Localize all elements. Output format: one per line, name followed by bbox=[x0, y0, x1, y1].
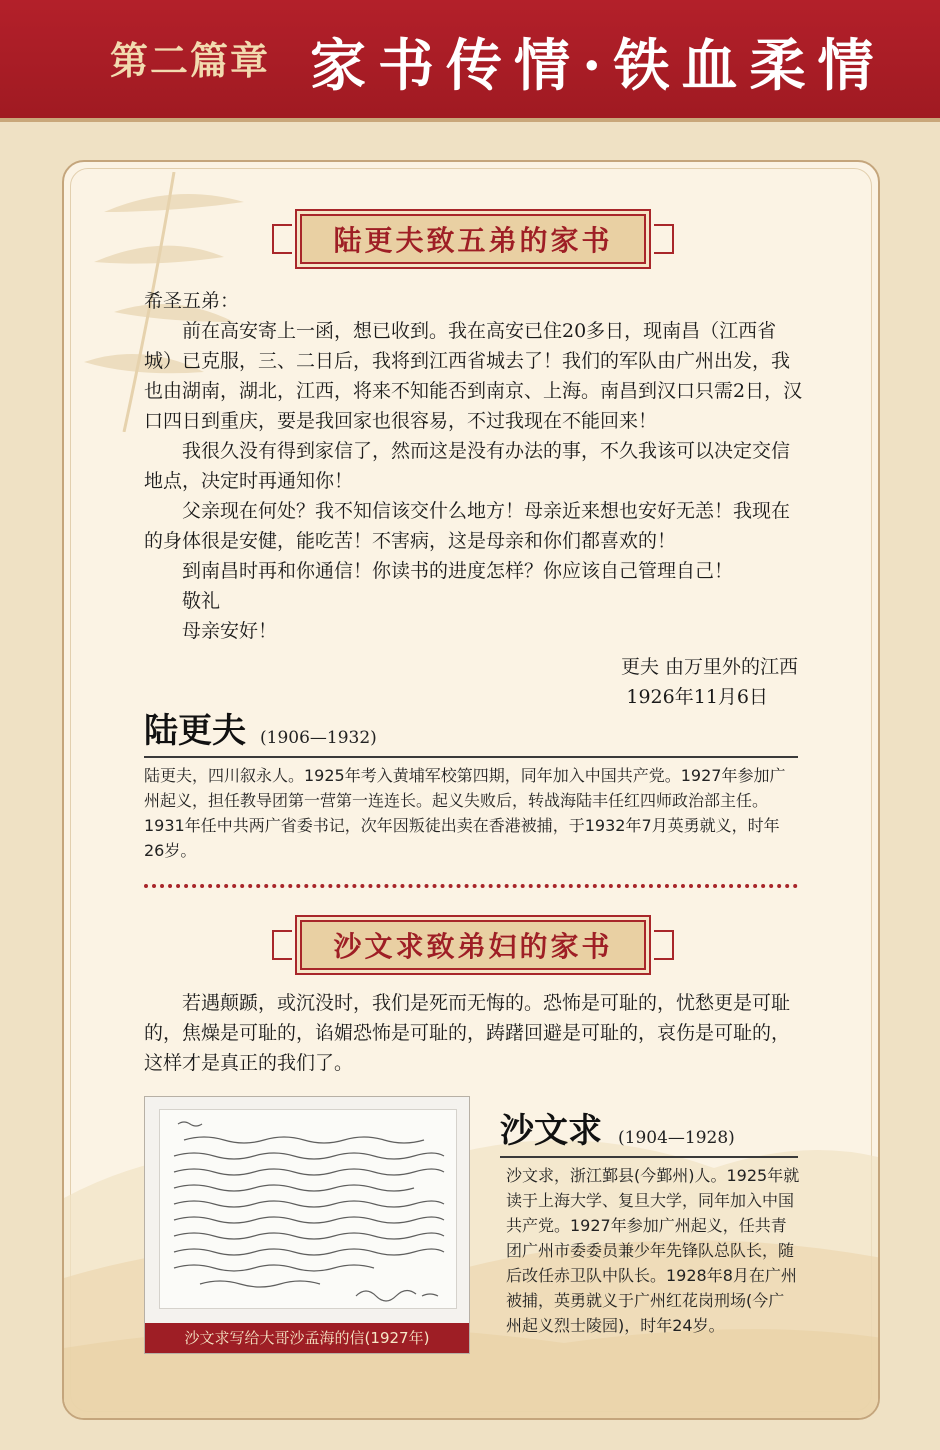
title-bracket-right bbox=[654, 224, 674, 254]
chapter-title: 家书传情·铁血柔情 bbox=[310, 33, 886, 99]
letter-closing: 母亲安好！ bbox=[182, 620, 278, 642]
person-name: 沙文求 bbox=[500, 1111, 602, 1151]
person-years: (1904—1928) bbox=[618, 1128, 735, 1148]
handwritten-letter-image bbox=[159, 1109, 457, 1309]
letter-sha bbox=[144, 988, 804, 1078]
section-title-text: 沙文求致弟妇的家书 bbox=[333, 930, 613, 963]
title-bracket-left bbox=[272, 930, 292, 960]
photo-caption: 沙文求写给大哥沙孟海的信(1927年) bbox=[145, 1323, 469, 1353]
letter-date: 1926年11月6日 bbox=[626, 686, 768, 708]
chapter-header bbox=[0, 0, 940, 118]
header-divider bbox=[0, 118, 940, 122]
person-header-lu bbox=[144, 712, 798, 758]
letter-lu bbox=[144, 286, 804, 712]
person-years: (1906—1932) bbox=[260, 728, 377, 748]
person-header-sha bbox=[500, 1112, 798, 1158]
letter-photo bbox=[144, 1096, 470, 1354]
title-bracket-right bbox=[654, 930, 674, 960]
letter-closing: 敬礼 bbox=[182, 590, 221, 612]
person-bio-lu: 陆更夫，四川叙永人。1925年考入黄埔军校第四期，同年加入中国共产党。1927年参加广州起义，担任教导团第一营第一连连长。起义失败后，转战海陆丰任红四师政治部主任。1931年任中共两广省委书记，次年因叛徒出卖在香港被捕，于1932年7月英勇就义，时年26岁。 bbox=[144, 766, 786, 860]
letter-paragraph: 父亲现在何处？我不知信该交什么地方！母亲近来想也安好无恙！我现在的身体很是安健，能吃苦！不害病，这是母亲和你们都喜欢的！ bbox=[144, 500, 791, 552]
letter-paragraph: 我很久没有得到家信了，然而这是没有办法的事，不久我该可以决定交信地点，决定时再通知你！ bbox=[144, 440, 791, 492]
section-title-sha bbox=[300, 920, 646, 970]
section-title-text: 陆更夫致五弟的家书 bbox=[333, 224, 613, 257]
letter-paragraph: 若遇颠踬，或沉没时，我们是死而无悔的。恐怖是可耻的，忧愁更是可耻的，焦燥是可耻的，谄媚恐怖是可耻的，踌躇回避是可耻的，哀伤是可耻的，这样才是真正的我们了。 bbox=[144, 992, 791, 1074]
person-name: 陆更夫 bbox=[144, 711, 246, 751]
section-title-lu bbox=[300, 214, 646, 264]
letter-salutation: 希圣五弟： bbox=[144, 290, 240, 312]
handwriting-scribble bbox=[160, 1110, 456, 1308]
title-bracket-left bbox=[272, 224, 292, 254]
person-bio-sha: 沙文求，浙江鄞县(今鄞州)人。1925年就读于上海大学、复旦大学，同年加入中国共产党。1927年参加广州起义，任共青团广州市委委员兼少年先锋队总队长，随后改任赤卫队中队长。1928年8月在广州被捕，英勇就义于广州红花岗刑场(今广州起义烈士陵园)，时年24岁。 bbox=[506, 1166, 800, 1335]
letter-paragraph: 前在高安寄上一函，想已收到。我在高安已住20多日，现南昌（江西省城）已克服，三、二日后，我将到江西省城去了！我们的军队由广州出发，我也由湖南，湖北，江西，将来不知能否到南京、上海。南昌到汉口只需2日，汉口四日到重庆，要是我回家也很容易，不过我现在不能回来！ bbox=[144, 320, 803, 432]
letter-paragraph: 到南昌时再和你通信！你读书的进度怎样？你应该自己管理自己！ bbox=[182, 560, 734, 582]
letter-signature: 更夫 由万里外的江西 bbox=[620, 656, 798, 678]
section-divider bbox=[144, 884, 798, 888]
chapter-label: 第二篇章 bbox=[110, 39, 271, 83]
